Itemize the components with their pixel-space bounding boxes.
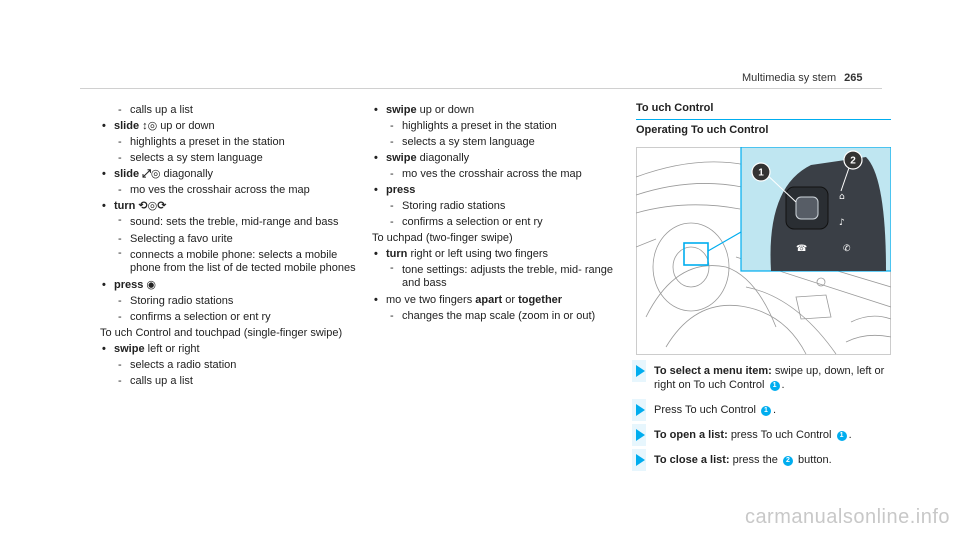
svg-text:1: 1 [758,167,764,179]
list-item: • swipe up or down [370,102,620,118]
instruction-step: To select a menu item: swipe up, down, left or right on To uch Control 1 . [636,364,891,392]
list-item: • turn ⟲◎⟳ [98,198,360,214]
list-item: - sound: sets the treble, mid-range and bass [98,214,360,231]
controller-slide-vertical-icon: ↕◎ [142,120,158,132]
svg-text:♪: ♪ [839,218,845,228]
list-item: - Storing radio stations [370,198,620,214]
list-item: - mo ves the crosshair across the map [98,182,360,198]
list-item: - selects a radio station [98,357,360,373]
list-item: - mo ves the crosshair across the map [370,166,620,182]
list-item: - selects a sy stem language [370,134,620,150]
section-title: To uch Control [636,102,714,114]
list-item: • swipe left or right [98,341,360,357]
instruction-step: To open a list: press To uch Control 1 . [636,428,891,442]
list-item: • press [370,182,620,198]
callout-ref: 2 [783,456,793,466]
list-item: • mo ve two fingers apart or together [370,292,620,308]
list-item: • swipe diagonally [370,150,620,166]
list-item: - calls up a list [98,373,360,389]
header-rule [80,88,882,89]
column-left [98,102,360,389]
arrow-right-icon [636,429,645,441]
section-name: Multimedia sy stem [742,72,837,84]
page-number: 265 [844,72,863,84]
list-item: - calls up a list [98,102,360,118]
controller-slide-diagonal-icon: ⤢◎ [142,168,161,180]
callout-ref: 1 [837,431,847,441]
callout-ref: 1 [770,381,780,391]
list-item: • press ◉ [98,277,360,293]
instruction-steps [636,364,891,478]
svg-text:⌂: ⌂ [839,192,845,202]
svg-text:2: 2 [850,155,856,167]
paragraph: To uchpad (two-finger swipe) [372,232,513,244]
list-item: - changes the map scale (zoom in or out) [370,308,620,324]
instruction-step: Press To uch Control 1 . [636,403,891,417]
controller-press-icon: ◉ [146,279,156,291]
list-item: - highlights a preset in the station [98,134,360,150]
section-rule [636,119,891,120]
instruction-step: To close a list: press the 2 button. [636,453,891,467]
arrow-right-icon [636,454,645,466]
list-item: - Selecting a favo urite [98,231,360,247]
svg-text:✆: ✆ [843,244,851,254]
arrow-right-icon [636,404,645,416]
list-item: - Storing radio stations [98,293,360,309]
list-item: • slide ↕◎ up or down [98,118,360,134]
watermark: carmanualsonline.info [744,506,950,528]
subsection-title: Operating To uch Control [636,124,769,136]
callout-ref: 1 [761,406,771,416]
controller-turn-icon: ⟲◎⟳ [138,200,167,212]
list-item: - tone settings: adjusts the treble, mid- range and bass [370,262,620,292]
column-middle [370,102,620,324]
svg-text:☎: ☎ [796,244,808,254]
list-item: - confirms a selection or ent ry [98,309,360,325]
list-item: - confirms a selection or ent ry [370,214,620,230]
page-header [742,72,863,84]
arrow-right-icon [636,365,645,377]
touch-control-illustration [636,147,891,355]
list-item: • turn right or left using two fingers [370,246,620,262]
list-item: - highlights a preset in the station [370,118,620,134]
list-item: - selects a sy stem language [98,150,360,166]
paragraph: To uch Control and touchpad (single-finger swipe) [100,327,343,339]
list-item: • slide ⤢◎ diagonally [98,166,360,182]
list-item: - connects a mobile phone: selects a mobile phone from the list of de tected mobile phones [98,247,360,277]
